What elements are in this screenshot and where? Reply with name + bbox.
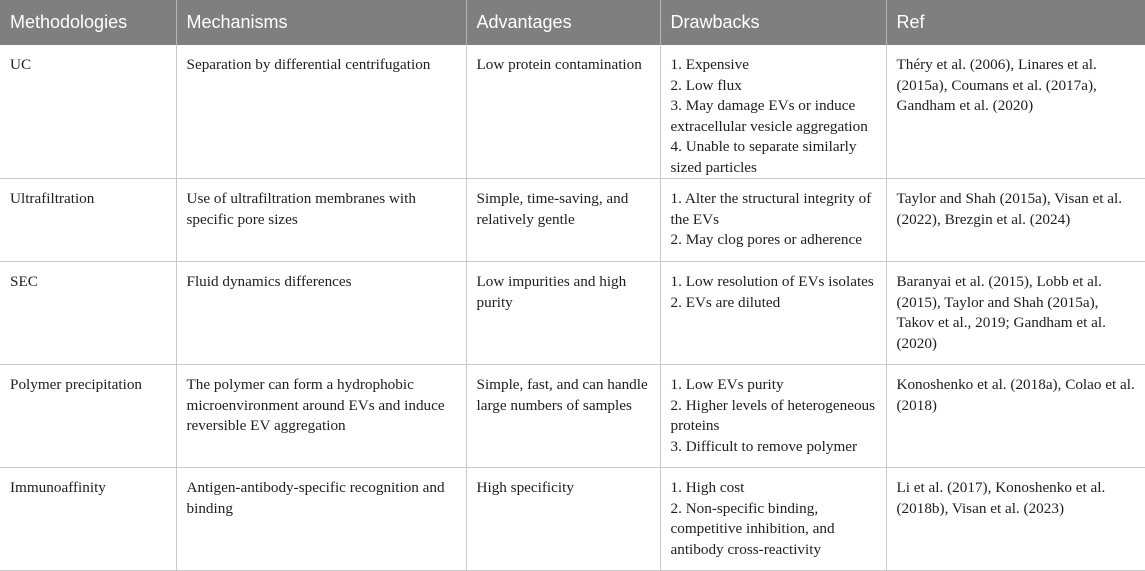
header-ref: Ref	[886, 0, 1145, 45]
ref-cell: Li et al. (2017), Konoshenko et al. (2018b), Visan et al. (2023)	[886, 468, 1145, 571]
ref-cell: Taylor and Shah (2015a), Visan et al. (2022), Brezgin et al. (2024)	[886, 179, 1145, 262]
mechanism-cell: Separation by differential centrifugation	[176, 45, 466, 179]
drawback-item: 2. Low flux	[670, 76, 742, 94]
table-row	[0, 468, 1145, 571]
advantage-cell: Simple, time-saving, and relatively gentle	[466, 179, 660, 262]
drawback-item: 2. Non-specific binding, competitive inhibition, and antibody cross-reactivity	[670, 499, 835, 558]
drawback-item: 1. Alter the structural integrity of the EVs	[670, 190, 872, 228]
drawback-item: 1. High cost	[670, 479, 745, 496]
ref-cell: Konoshenko et al. (2018a), Colao et al. (2018)	[886, 365, 1145, 468]
advantage-cell: Simple, fast, and can handle large numbers of samples	[466, 365, 660, 468]
drawback-item: 3. Difficult to remove polymer	[670, 437, 858, 455]
method-cell: Ultrafiltration	[0, 179, 176, 262]
drawback-item: 4. Unable to separate similarly sized particles	[670, 138, 857, 176]
advantage-cell: Low protein contamination	[466, 45, 660, 179]
drawbacks-cell	[660, 179, 886, 262]
table-row	[0, 262, 1145, 365]
header-advantages: Advantages	[466, 0, 660, 45]
drawbacks-cell	[660, 365, 886, 468]
ref-cell: Théry et al. (2006), Linares et al. (2015a), Coumans et al. (2017a), Gandham et al. (2020)	[886, 45, 1145, 179]
method-cell: SEC	[0, 262, 176, 365]
advantage-cell: Low impurities and high purity	[466, 262, 660, 365]
method-cell: Polymer precipitation	[0, 365, 176, 468]
ref-cell: Baranyai et al. (2015), Lobb et al. (2015), Taylor and Shah (2015a), Takov et al., 2019; Gandham et al. (2020)	[886, 262, 1145, 365]
mechanism-cell: The polymer can form a hydrophobic microenvironment around EVs and induce reversible EV aggregation	[176, 365, 466, 468]
table-row	[0, 365, 1145, 468]
drawbacks-cell	[660, 262, 886, 365]
drawback-item: 1. Low EVs purity	[670, 376, 784, 393]
mechanism-cell: Use of ultrafiltration membranes with specific pore sizes	[176, 179, 466, 262]
drawback-item: 2. Higher levels of heterogeneous proteins	[670, 396, 876, 434]
drawback-item: 2. EVs are diluted	[670, 293, 781, 311]
drawback-item: 1. Expensive	[670, 56, 749, 73]
drawback-item: 1. Low resolution of EVs isolates	[670, 273, 874, 290]
mechanism-cell: Fluid dynamics differences	[176, 262, 466, 365]
method-cell: Immunoaffinity	[0, 468, 176, 571]
mechanism-cell: Antigen-antibody-specific recognition and binding	[176, 468, 466, 571]
advantage-cell: High specificity	[466, 468, 660, 571]
header-drawbacks: Drawbacks	[660, 0, 886, 45]
drawbacks-cell	[660, 468, 886, 571]
header-row	[0, 0, 1145, 45]
method-cell: UC	[0, 45, 176, 179]
table-row	[0, 179, 1145, 262]
header-mechanisms: Mechanisms	[176, 0, 466, 45]
header-methodologies: Methodologies	[0, 0, 176, 45]
drawback-item: 3. May damage EVs or induce extracellular vesicle aggregation	[670, 97, 868, 135]
drawback-item: 2. May clog pores or adherence	[670, 231, 862, 248]
table-row	[0, 45, 1145, 179]
drawbacks-cell	[660, 45, 886, 179]
